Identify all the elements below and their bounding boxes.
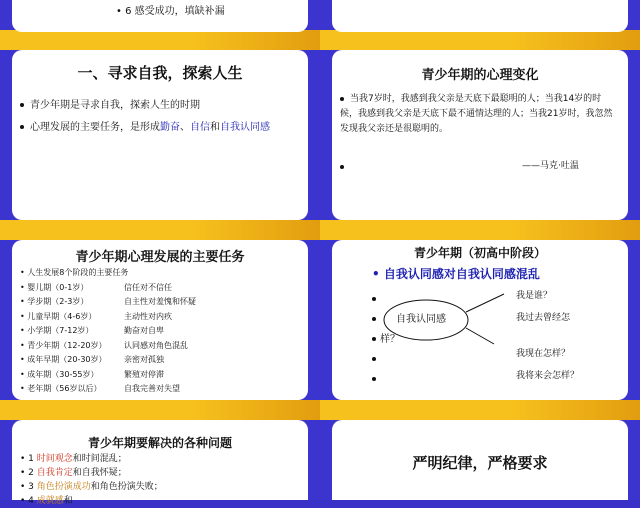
issue-highlight: 时间观念 xyxy=(36,454,73,464)
slide-title: 青少年期心理发展的主要任务 xyxy=(75,250,245,265)
issue-list xyxy=(20,452,300,508)
bullet-text: 心理发展的主要任务，是形成 xyxy=(30,122,160,133)
issue-row xyxy=(20,466,300,480)
stripe xyxy=(320,410,640,420)
headline-text: 自我认同感对自我认同感混乱 xyxy=(383,267,540,281)
bullet-dot: • xyxy=(20,355,28,364)
stage-label: 成年早期（20-30岁） xyxy=(27,355,107,364)
slide-title: 青少年期（初高中阶段） xyxy=(413,246,546,260)
headline: • 自我认同感对自我认同感混乱 xyxy=(372,267,540,281)
highlight-confidence: 自信 xyxy=(190,122,210,133)
slide-canvas xyxy=(12,50,308,220)
bullet-dot: • xyxy=(20,282,28,292)
stage-row xyxy=(20,324,290,339)
slide-canvas xyxy=(332,50,628,220)
stage-row xyxy=(20,295,290,310)
issue-number: • 3 xyxy=(20,482,37,492)
question-2: 我过去曾经怎 xyxy=(516,313,571,323)
stage-label: 儿童早期（4-6岁） xyxy=(27,311,97,321)
quote-author: ——马克·吐温 xyxy=(522,161,579,171)
slide-canvas xyxy=(332,240,628,400)
slide-thumbnail-6[interactable] xyxy=(320,230,640,410)
stage-task: 亲密对孤独 xyxy=(124,355,164,364)
stage-task: 繁殖对停滞 xyxy=(124,369,164,379)
bullet-text: 和 xyxy=(210,122,220,133)
stage-label: 青少年期（12-20岁） xyxy=(27,340,107,350)
slide-canvas xyxy=(12,0,308,32)
slide-title: 一、寻求自我，探索人生 xyxy=(77,64,243,82)
bullet-dot: • xyxy=(20,369,28,379)
stage-row xyxy=(20,281,290,296)
stage-label: 成年期（30-55岁） xyxy=(27,369,99,379)
stripe xyxy=(320,40,640,50)
bullet-1 xyxy=(20,98,300,114)
slide-title: 青少年期的心理变化 xyxy=(421,68,539,83)
issue-highlight: 自我肯定 xyxy=(36,468,73,478)
stripe xyxy=(0,40,320,50)
bullet-text: 、 xyxy=(180,122,190,133)
slide-thumbnail-1[interactable] xyxy=(0,0,320,40)
bullet-dot: • xyxy=(20,311,28,321)
bullet-dot: • xyxy=(20,268,28,277)
issue-row xyxy=(20,452,300,466)
issue-text: 和自我怀疑； xyxy=(72,468,127,478)
stage-label: 小学期（7-12岁） xyxy=(27,326,94,335)
identity-diagram xyxy=(332,240,628,400)
question-4: 我将来会怎样？ xyxy=(516,371,580,381)
stripe xyxy=(0,410,320,420)
stage-row xyxy=(20,266,290,281)
stage-row xyxy=(20,353,290,368)
empty-bullet xyxy=(340,160,350,176)
slide-thumbnail-4[interactable] xyxy=(320,40,640,230)
slide-canvas xyxy=(12,240,308,400)
slide-canvas xyxy=(332,420,628,500)
quote-body: 当我7岁时，我感到我父亲是天底下最聪明的人；当我14岁的时候，我感到我父亲是天底下最不通情达理的人；当我21岁时，我忽然发现我父亲还是很聪明的。 xyxy=(340,94,613,134)
stage-label: 学步期（2-3岁） xyxy=(27,297,89,306)
bullet-dot xyxy=(20,103,24,107)
slide-thumbnail-7[interactable] xyxy=(0,410,320,506)
issue-text: 和 xyxy=(63,496,73,506)
slide-thumbnail-8[interactable] xyxy=(320,410,640,500)
bullet-dot: • xyxy=(20,384,28,393)
stripe xyxy=(0,230,320,240)
question-1: 我是谁？ xyxy=(516,291,553,301)
issue-text: 和角色扮演失败； xyxy=(90,482,163,492)
stage-task: 信任对不信任 xyxy=(124,282,172,292)
stripe xyxy=(0,220,320,230)
issue-number: • 2 xyxy=(20,468,37,478)
arrow-line-1 xyxy=(466,294,504,312)
stage-list xyxy=(20,266,290,397)
stage-row xyxy=(20,382,290,397)
stage-row xyxy=(20,339,290,354)
bullet-dot xyxy=(340,97,344,101)
bullet-dot: • xyxy=(20,340,28,350)
bullet-2 xyxy=(20,120,300,136)
stage-task: 勤奋对自卑 xyxy=(124,326,164,335)
stripe xyxy=(320,400,640,410)
bullet-dot: • xyxy=(20,297,28,306)
stripe xyxy=(0,400,320,410)
highlight-identity: 自我认同感 xyxy=(220,122,270,133)
stage-label: 人生发展8个阶段的主要任务 xyxy=(27,268,129,277)
stage-task: 自我完善对失望 xyxy=(124,384,180,393)
slide-canvas xyxy=(332,0,628,32)
slide-title: 青少年期要解决的各种问题 xyxy=(87,436,232,450)
stage-row xyxy=(20,368,290,383)
stage-task: 自主性对羞愧和怀疑 xyxy=(124,297,196,306)
quote-text xyxy=(340,92,618,137)
slide-thumbnail-3[interactable] xyxy=(0,40,320,230)
arrow-line-2 xyxy=(466,328,494,344)
stage-label: 老年期（56岁以后） xyxy=(27,384,102,393)
issue-highlight: 成就感 xyxy=(36,496,64,506)
stage-task: 主动性对内疚 xyxy=(124,311,172,321)
issue-text: 和时间混乱； xyxy=(72,454,127,464)
issue-number: • 1 xyxy=(20,454,37,464)
bullet-dot xyxy=(340,165,344,169)
issue-row xyxy=(20,494,300,508)
bullet-text: • 6 感受成功，填缺补漏 xyxy=(116,6,225,17)
stage-label: 婴儿期（0-1岁） xyxy=(27,282,89,292)
question-3: 我现在怎样？ xyxy=(516,349,571,359)
bullet-dot xyxy=(20,125,24,129)
diagram-left-question: 样？ xyxy=(380,334,400,345)
stripe xyxy=(320,220,640,230)
stripe xyxy=(320,230,640,240)
bullet-dot: • xyxy=(20,326,28,335)
issue-row xyxy=(20,480,300,494)
slide-title: 严明纪律，严格要求 xyxy=(412,454,548,472)
bullet-text: 青少年期是寻求自我，探索人生的时期 xyxy=(30,100,200,111)
slide-thumbnail-2[interactable] xyxy=(320,0,640,40)
slide-thumbnail-5[interactable] xyxy=(0,230,320,410)
slide-canvas xyxy=(12,420,308,506)
highlight-diligence: 勤奋 xyxy=(160,122,180,133)
stage-task: 认同感对角色混乱 xyxy=(124,340,188,350)
diagram-center: 自我认同感 xyxy=(396,314,446,325)
stage-row xyxy=(20,310,290,325)
issue-highlight: 角色扮演成功 xyxy=(36,482,91,492)
issue-number: • 4 xyxy=(20,496,37,506)
